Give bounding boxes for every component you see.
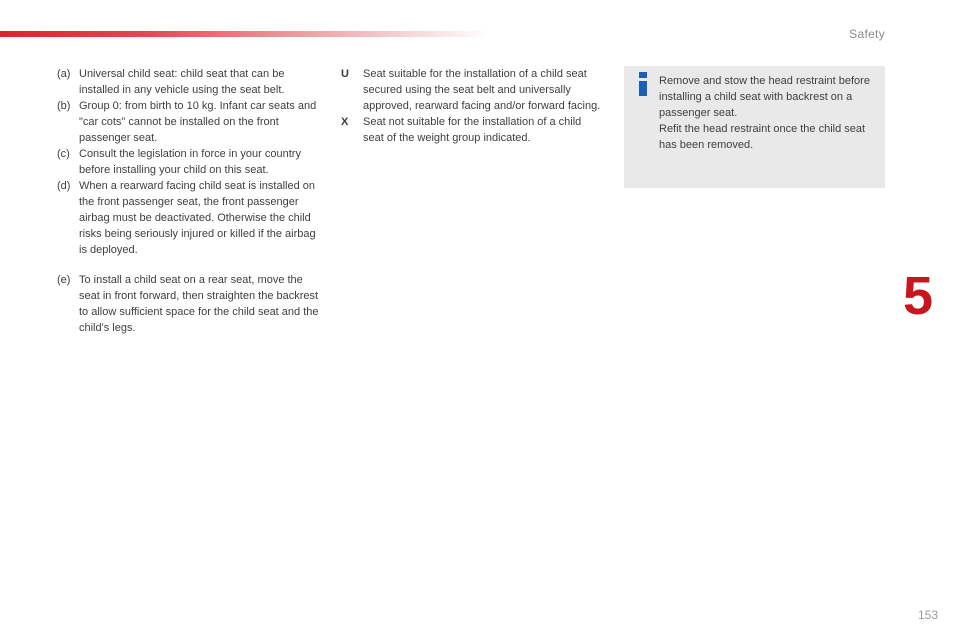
note-key: (d) <box>57 180 71 192</box>
notes-column <box>57 66 319 336</box>
note-key: (a) <box>57 68 71 80</box>
note-item <box>57 66 319 98</box>
legend-text: Seat not suitable for the installation of a child seat of the weight group indicated. <box>363 116 582 144</box>
info-line: Remove and stow the head restraint before installing a child seat with backrest on a passenger seat. <box>659 75 870 119</box>
note-text: To install a child seat on a rear seat, move the seat in front forward, then straighten the backrest to allow sufficient space for the child seat and the child's legs. <box>79 274 319 334</box>
info-text <box>659 73 873 153</box>
note-item <box>57 178 319 258</box>
spacer <box>57 258 319 272</box>
legend-key: X <box>341 116 349 128</box>
header-accent-bar <box>0 31 490 37</box>
legend-item <box>341 114 603 146</box>
note-item <box>57 146 319 178</box>
note-key: (b) <box>57 100 71 112</box>
info-line: Refit the head restraint once the child seat has been removed. <box>659 123 866 151</box>
section-title: Safety <box>849 27 885 41</box>
note-key: (e) <box>57 274 71 286</box>
legend-text: Seat suitable for the installation of a child seat secured using the seat belt and universally approved, rearward facing and/or forward facing. <box>363 68 601 112</box>
note-item <box>57 98 319 146</box>
note-text: Group 0: from birth to 10 kg. Infant car seats and "car cots" cannot be installed on the front passenger seat. <box>79 100 317 144</box>
info-box <box>624 66 885 188</box>
note-text: Universal child seat: child seat that can be installed in any vehicle using the seat belt. <box>79 68 285 96</box>
note-text: Consult the legislation in force in your country before installing your child on this seat. <box>79 148 301 176</box>
chapter-number: 5 <box>903 266 934 326</box>
note-item <box>57 272 319 336</box>
legend-key: U <box>341 68 349 80</box>
note-text: When a rearward facing child seat is installed on the front passenger seat, the front passenger airbag must be deactivated. Otherwise the child risks being seriously injured or killed if the airbag is deployed. <box>79 180 316 256</box>
page-number: 153 <box>917 608 938 622</box>
legend-item <box>341 66 603 114</box>
info-icon <box>638 72 648 96</box>
legend-column <box>341 66 603 146</box>
note-key: (c) <box>57 148 70 160</box>
